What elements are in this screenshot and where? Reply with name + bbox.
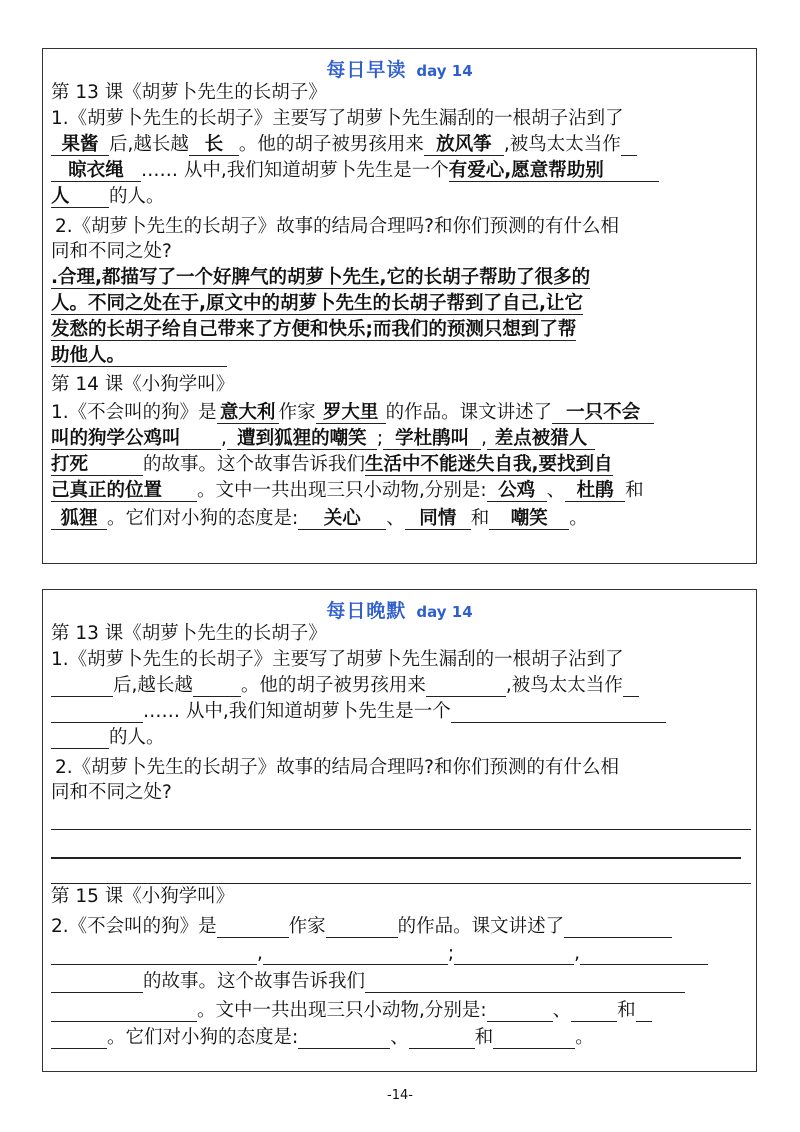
text: ,被鸟太太当作 [503,134,621,155]
answer: 打死 [51,455,143,476]
answer: 同情 [405,509,471,530]
answer-blank[interactable] [263,946,448,965]
text: 后,越长越 [109,134,189,155]
text: …… 从中,我们知道胡萝卜先生是一个 [141,160,449,181]
evening-dictation-box [42,589,757,1072]
text: 。文中一共出现三只小动物,分别是: [197,480,487,501]
text: ; [376,428,384,449]
e-q3-line-c [51,971,685,993]
morning-title-text: 每日早读 [326,59,407,81]
e-q3-line-e [51,1027,594,1049]
answer-blank[interactable] [51,730,109,749]
answer-blank[interactable] [409,1030,475,1049]
text: 和 [625,480,644,501]
text: 和 [470,508,490,529]
m-q2-line-a: 2.《胡萝卜先生的长胡子》故事的结局合理吗?和你们预测的有什么相 [55,216,619,237]
m-q3-line-e [51,508,588,530]
text: 、 [390,1027,409,1048]
m-a2-line-2 [51,293,583,315]
m-q3-line-a [51,402,654,424]
text: 作家 [278,402,316,423]
text: ,被鸟太太当作 [505,675,623,696]
answer-line[interactable] [51,857,741,859]
answer-blank[interactable] [580,946,708,965]
answer: 生活中不能迷失自我,要找到自 [365,454,613,475]
text: 的作品。课文讲述了 [397,916,565,937]
answer: 叫的狗学公鸡叫 [51,429,221,450]
evening-title-text: 每日晚默 [326,600,407,622]
answer-line[interactable] [51,883,751,884]
text: 。他的胡子被男孩用来 [238,134,424,155]
text: 1.《不会叫的狗》是 [51,402,217,423]
text: 、 [386,508,405,529]
e-q1-line-d [51,727,165,749]
evening-title [43,596,756,623]
m-a2-line-1 [51,267,590,289]
text: 。文中一共出现三只小动物,分别是: [197,1000,487,1021]
answer-blank[interactable] [487,1003,553,1022]
answer: 差点被猎人 [487,429,595,450]
answer: 意大利 [217,403,279,424]
answer: 晾衣绳 [51,161,141,182]
e-q3-line-b [51,943,708,965]
text: 。 [569,508,588,529]
answer: 嘲笑 [489,509,569,530]
answer-blank[interactable] [365,974,685,993]
e-q1-line-c [51,701,666,723]
m-q3-line-c [51,454,613,476]
answer: 果酱 [51,135,109,156]
answer-blank[interactable] [193,678,241,697]
answer: 学杜鹃叫 [383,429,481,450]
answer: 杜鹃 [565,481,625,502]
text: 的人。 [109,186,165,207]
e-q2-line-b: 同和不同之处? [51,782,172,803]
page-number: -14- [387,1088,413,1103]
blank [621,137,637,156]
m-q2-line-b: 同和不同之处? [51,241,172,262]
m-q1-line-d [51,186,165,208]
answer-blank[interactable] [571,1003,617,1022]
lesson-13-heading: 第 13 课《胡萝卜先生的长胡子》 [51,623,327,644]
answer-blank[interactable] [493,1030,575,1049]
answer: 放风筝 [424,135,504,156]
m-q1-line-c [51,160,659,182]
answer: 遭到狐狸的嘲笑 [227,429,377,450]
text: , [574,943,581,964]
text: 的故事。这个故事告诉我们 [143,971,366,992]
text: 、 [552,1000,572,1021]
text: 1.《胡萝卜先生的长胡子》主要写了胡萝卜先生漏刮的一根胡子沾到了 [51,108,624,129]
text: 的作品。课文讲述了 [385,402,553,423]
answer-blank[interactable] [426,678,506,697]
answer: 人 [51,187,109,208]
answer: 长 [189,135,239,156]
answer: 人。不同之处在于,原文中的胡萝卜先生的长胡子帮到了自己,让它 [51,293,584,314]
text: 。它们对小狗的态度是: [107,1027,299,1048]
m-q3-line-d [51,480,644,502]
text: 的故事。这个故事告诉我们 [143,454,366,475]
answer: 狐狸 [51,509,107,530]
lesson-15-heading: 第 15 课《小狗学叫》 [51,886,235,907]
evening-day-label: day 14 [416,603,473,621]
answer: 罗大里 [316,403,386,424]
text: …… 从中,我们知道胡萝卜先生是一个 [143,701,451,722]
answer-blank[interactable] [454,946,574,965]
text: , [257,943,263,964]
m-a2-line-4 [51,345,227,367]
text: 。 [575,1027,594,1048]
answer-blank[interactable] [51,1003,197,1022]
lesson-13-heading: 第 13 课《胡萝卜先生的长胡子》 [51,82,327,103]
e-q1-line-a: 1.《胡萝卜先生的长胡子》主要写了胡萝卜先生漏刮的一根胡子沾到了 [51,649,624,670]
morning-reading-box [42,48,757,564]
answer-blank[interactable] [51,1030,107,1049]
text: 和 [617,1000,636,1021]
morning-title [43,55,756,82]
e-q1-line-b [51,675,639,697]
text: 后,越长越 [113,675,193,696]
e-q3-line-a [51,916,672,938]
answer-blank[interactable] [623,678,639,697]
text: 的人。 [109,727,165,748]
answer-blank[interactable] [51,946,257,965]
text: ; [447,943,455,964]
text: , [481,428,488,449]
answer: 一只不会 [552,403,654,424]
answer-blank[interactable] [298,1030,390,1049]
answer: 关心 [298,509,386,530]
text: 2.《不会叫的狗》是 [51,916,217,937]
m-a2-line-3 [51,319,576,341]
answer: 公鸡 [487,481,547,502]
m-q1-line-b [51,134,637,156]
e-q2-line-a: 2.《胡萝卜先生的长胡子》故事的结局合理吗?和你们预测的有什么相 [55,757,619,778]
answer-blank[interactable] [326,919,398,938]
text: 。它们对小狗的态度是: [107,508,299,529]
answer-blank[interactable] [51,974,143,993]
m-q1-line-a [51,108,624,130]
text: 、 [546,480,566,501]
answer-blank[interactable] [51,704,143,723]
answer: .合理,都描写了一个好脾气的胡萝卜先生,它的长胡子帮助了很多的 [51,267,591,288]
e-q3-line-d [51,1000,652,1022]
text: , [221,428,227,449]
text: 和 [474,1027,494,1048]
m-q3-line-b [51,428,595,450]
answer-blank[interactable] [217,919,289,938]
morning-day-label: day 14 [416,62,473,80]
answer-blank[interactable] [51,678,113,697]
answer-line[interactable] [51,829,751,830]
answer-blank[interactable] [636,1003,652,1022]
answer-blank[interactable] [564,919,672,938]
answer: 己真正的位置 [51,481,197,502]
text: 。他的胡子被男孩用来 [240,675,426,696]
answer: 助他人。 [51,346,227,367]
answer-blank[interactable] [451,704,666,723]
text: 作家 [288,916,326,937]
lesson-14-heading: 第 14 课《小狗学叫》 [51,374,235,395]
answer: 有爱心,愿意帮助别 [449,161,659,182]
answer: 发愁的长胡子给自己带来了方便和快乐;而我们的预测只想到了帮 [51,319,577,340]
